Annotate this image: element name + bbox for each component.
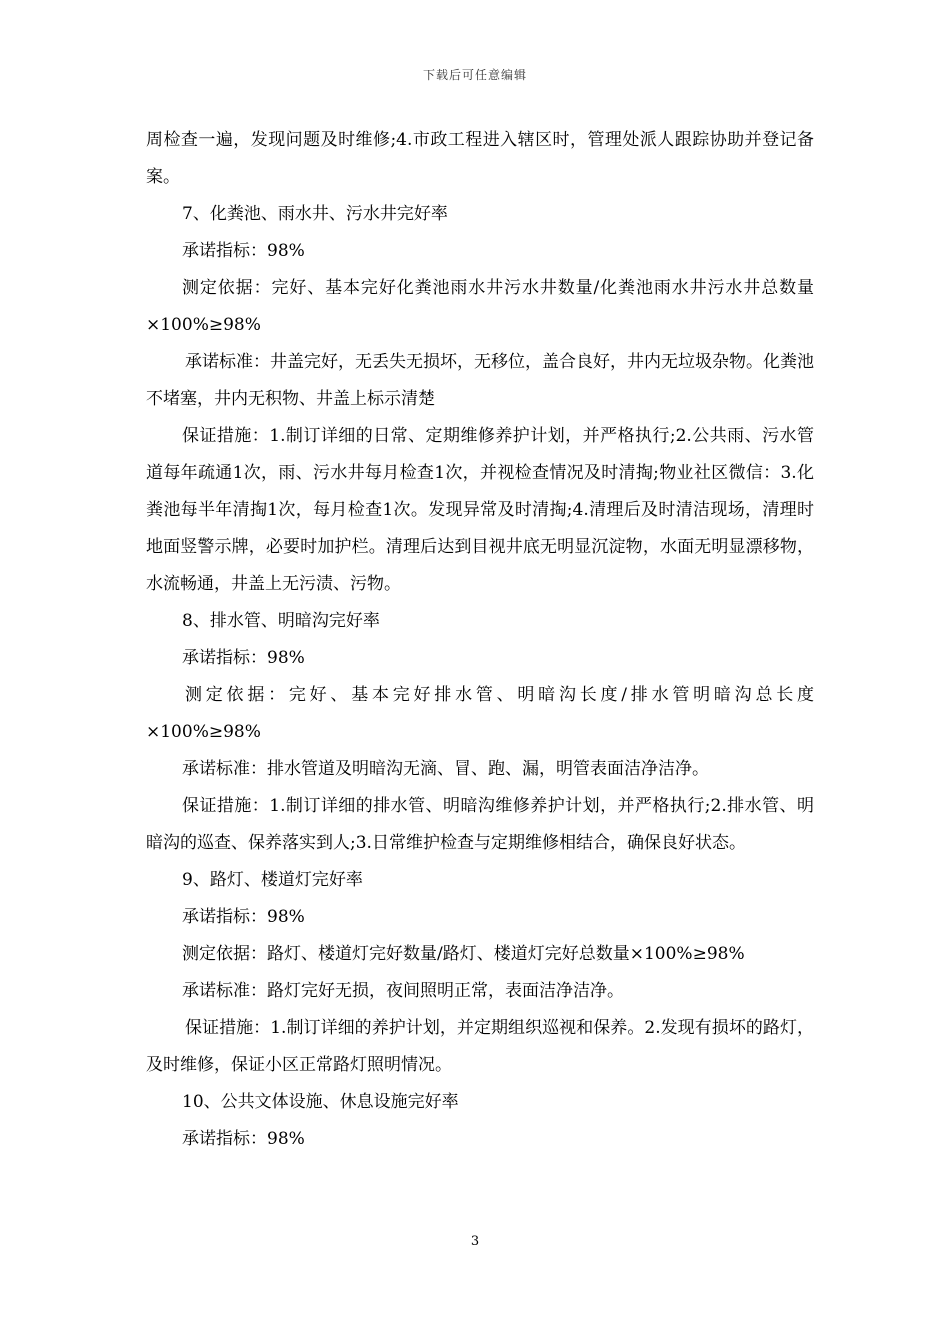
commitment-target-8: 承诺指标：98%	[182, 648, 305, 668]
guarantee-measures-8: 保证措施：1.制订详细的排水管、明暗沟维修养护计划，并严格执行;2.排水管、明暗沟的巡查、保养落实到人;3.日常维护检查与定期维修相结合，确保良好状态。	[146, 796, 814, 853]
section-heading-10: 10、公共文体设施、休息设施完好率	[182, 1092, 459, 1112]
commitment-target-7: 承诺指标：98%	[182, 241, 305, 261]
measurement-basis-9: 测定依据：路灯、楼道灯完好数量/路灯、楼道灯完好总数量×100%≥98%	[182, 944, 745, 964]
commitment-target-10: 承诺指标：98%	[182, 1129, 305, 1149]
section-heading-8: 8、排水管、明暗沟完好率	[182, 611, 380, 631]
measurement-basis-7: 测定依据：完好、基本完好化粪池雨水井污水井数量/化粪池雨水井污水井总数量×100%≥98%	[146, 278, 814, 335]
section-heading-9: 9、路灯、楼道灯完好率	[182, 870, 363, 890]
guarantee-measures-7: 保证措施：1.制订详细的日常、定期维修养护计划，并严格执行;2.公共雨、污水管道每年疏通1次，雨、污水井每月检查1次，并视检查情况及时清掏;物业社区微信：3.化粪池每半年清掏1次，每月检查1次。发现异常及时清掏;4.清理后及时清洁现场，清理时地面竖警示牌，必要时加护栏。清理后达到目视井底无明显沉淀物，水面无明显漂移物，水流畅通，井盖上无污渍、污物。	[146, 426, 814, 594]
paragraph-continuation: 周检查一遍，发现问题及时维修;4.市政工程进入辖区时，管理处派人跟踪协助并登记备案。	[146, 130, 814, 187]
guarantee-measures-9: 保证措施：1.制订详细的养护计划，并定期组织巡视和保养。2.发现有损坏的路灯，及时维修，保证小区正常路灯照明情况。	[146, 1018, 814, 1075]
page-header-note: 下载后可任意编辑	[422, 68, 527, 82]
commitment-standard-9: 承诺标准：路灯完好无损，夜间照明正常，表面洁净洁净。	[182, 981, 624, 1001]
section-heading-7: 7、化粪池、雨水井、污水井完好率	[182, 204, 448, 224]
page-number: 3	[470, 1234, 480, 1249]
commitment-standard-7: 承诺标准：井盖完好，无丢失无损坏，无移位，盖合良好，井内无垃圾杂物。化粪池不堵塞，井内无积物、井盖上标示清楚	[146, 352, 814, 409]
document-body	[146, 122, 814, 1158]
commitment-target-9: 承诺指标：98%	[182, 907, 305, 927]
measurement-basis-8: 测定依据：完好、基本完好排水管、明暗沟长度/排水管明暗沟总长度×100%≥98%	[146, 685, 814, 742]
commitment-standard-8: 承诺标准：排水管道及明暗沟无滴、冒、跑、漏，明管表面洁净洁净。	[182, 759, 709, 779]
